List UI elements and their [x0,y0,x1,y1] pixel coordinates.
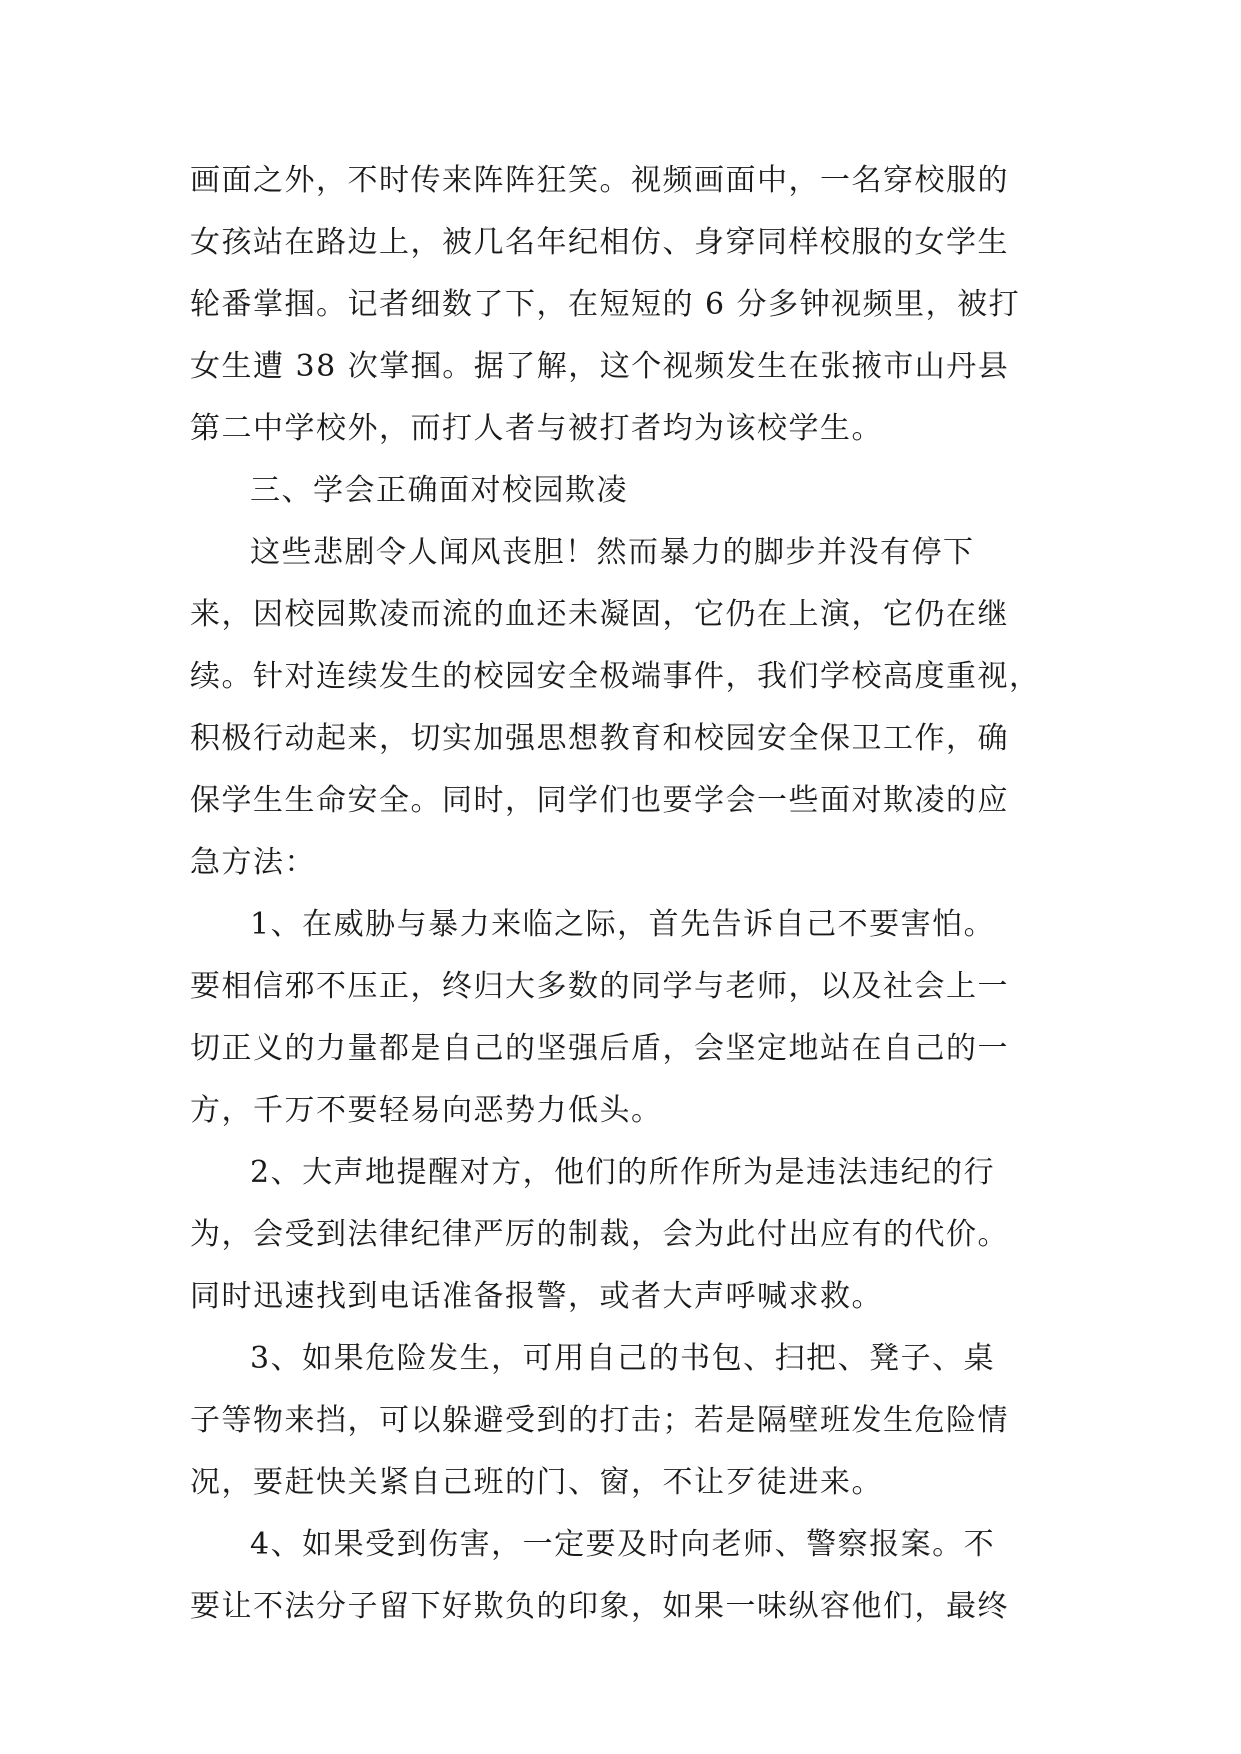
text-line: 续。针对连续发生的校园安全极端事件，我们学校高度重视， [190,659,1041,694]
list-item-4: 4、如果受到伤害，一定要及时向老师、警察报案。不 [250,1527,996,1562]
text-line: 女生遭 38 次掌掴。据了解，这个视频发生在张掖市山丹县 [190,349,1010,384]
list-item-2: 2、大声地提醒对方，他们的所作所为是违法违纪的行 [250,1155,996,1190]
text-line: 积极行动起来，切实加强思想教育和校园安全保卫工作，确 [190,721,1009,756]
list-item-3: 3、如果危险发生，可用自己的书包、扫把、凳子、桌 [250,1341,996,1376]
text-line: 要让不法分子留下好欺负的印象，如果一味纵容他们，最终 [190,1589,1009,1624]
text-line: 要相信邪不压正，终归大多数的同学与老师，以及社会上一 [190,969,1009,1004]
text-line: 况，要赶快关紧自己班的门、窗，不让歹徒进来。 [190,1465,883,1500]
text-line: 第二中学校外，而打人者与被打者均为该校学生。 [190,411,883,446]
text-line: 这些悲剧令人闻风丧胆！然而暴力的脚步并没有停下 [250,535,975,570]
text-line: 同时迅速找到电话准备报警，或者大声呼喊求救。 [190,1279,883,1314]
text-line: 切正义的力量都是自己的坚强后盾，会坚定地站在自己的一 [190,1031,1009,1066]
text-line: 画面之外，不时传来阵阵狂笑。视频画面中，一名穿校服的 [190,163,1009,198]
text-line: 方，千万不要轻易向恶势力低头。 [190,1093,663,1128]
text-line: 保学生生命安全。同时，同学们也要学会一些面对欺凌的应 [190,783,1009,818]
text-line: 女孩站在路边上，被几名年纪相仿、身穿同样校服的女学生 [190,225,1009,260]
list-item-1: 1、在威胁与暴力来临之际，首先告诉自己不要害怕。 [250,907,996,942]
text-line: 来，因校园欺凌而流的血还未凝固，它仍在上演，它仍在继 [190,597,1009,632]
text-line: 为，会受到法律纪律严厉的制裁，会为此付出应有的代价。 [190,1217,1009,1252]
text-line: 轮番掌掴。记者细数了下，在短短的 6 分多钟视频里，被打 [190,287,1021,322]
text-line: 急方法： [190,845,316,880]
text-line: 子等物来挡，可以躲避受到的打击；若是隔壁班发生危险情 [190,1403,1009,1438]
section-heading: 三、学会正确面对校园欺凌 [250,473,628,508]
document-body [190,150,1050,1638]
